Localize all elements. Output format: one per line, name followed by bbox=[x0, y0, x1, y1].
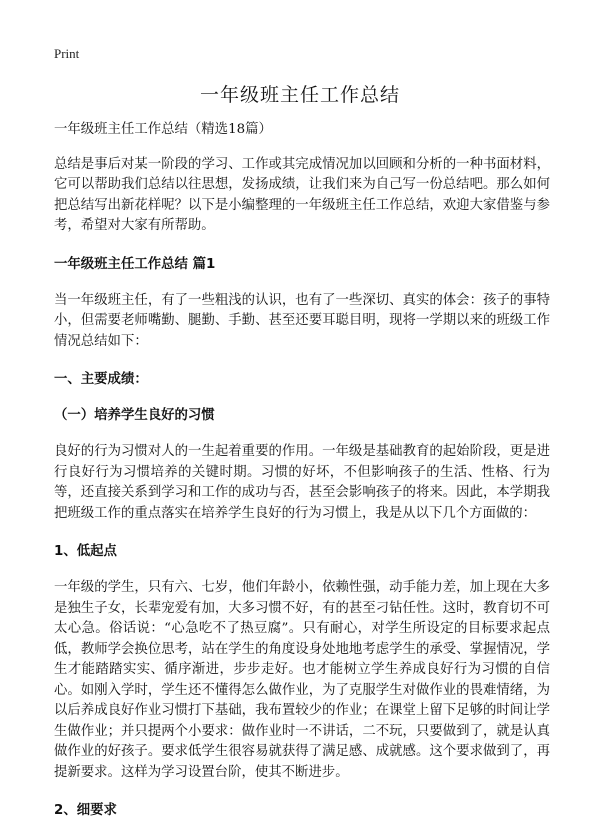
intro-paragraph: 总结是事后对某一阶段的学习、工作或其完成情况加以回顾和分析的一种书面材料，它可以帮助我们总结以往思想，发扬成绩，让我们来为自己写一份总结吧。那么如何把总结写出新花样呢？以下是小编整理的一年级班主任工作总结，欢迎大家借鉴与参考，希望对大家有所帮助。 bbox=[54, 156, 550, 233]
section-1-paragraph: 当一年级班主任，有了一些粗浅的认识，也有了一些深切、真实的体会：孩子的事特小，但需要老师嘴勤、腿勤、手勤、甚至还要耳聪目明，现将一学期以来的班级工作情况总结如下： bbox=[54, 292, 550, 349]
page-title: 一年级班主任工作总结 bbox=[199, 84, 400, 106]
habits-paragraph: 良好的行为习惯对人的一生起着重要的作用。一年级是基础教育的起始阶段，更是进行良好行为习惯培养的关键时期。习惯的好坏，不但影响孩子的生活、性格、行为等，还直接关系到学习和工作的成功与否，甚至会影响孩子的将来。因此，本学期我把班级工作的重点落实在培养学生良好的行为习惯上，我是从以下几个方面做的： bbox=[54, 444, 550, 521]
section-heading-1: 一年级班主任工作总结 篇1 bbox=[54, 256, 216, 272]
heading-main-achievements: 一、主要成绩： bbox=[54, 372, 148, 387]
article-subtitle: 一年级班主任工作总结（精选18篇） bbox=[54, 122, 272, 137]
heading-good-habits: （一）培养学生良好的习惯 bbox=[54, 408, 215, 423]
article-body bbox=[54, 120, 550, 837]
low-start-paragraph: 一年级的学生，只有六、七岁，他们年龄小，依赖性强，动手能力差，加上现在大多是独生子女，长辈宠爱有加，大多习惯不好，有的甚至刁钻任性。这时，教育切不可太心急。俗话说：“心急吃不了热豆腐”。只有耐心，对学生所设定的目标要求起点低，教师学会换位思考，站在学生的角度设身处地地考虑学生的承受、掌握情况，学生才能踏踏实实、循序渐进，步步走好。也才能树立学生养成良好行为习惯的自信心。如刚入学时，学生还不懂得怎么做作业，为了克服学生对做作业的畏难情绪，为以后养成良好作业习惯打下基础，我布置较少的作业；在课堂上留下足够的时间让学生做作业；并只提两个小要求：做作业时一不讲话，二不玩，只要做到了，就是认真做作业的好孩子。要求低学生很容易就获得了满足感、成就感。这个要求做到了，再提新要求。这样为学习设置台阶，使其不断进步。 bbox=[54, 580, 550, 780]
heading-low-start: 1、低起点 bbox=[54, 544, 117, 559]
print-link[interactable]: Print bbox=[54, 46, 80, 61]
heading-detailed-requirements: 2、细要求 bbox=[54, 803, 117, 818]
